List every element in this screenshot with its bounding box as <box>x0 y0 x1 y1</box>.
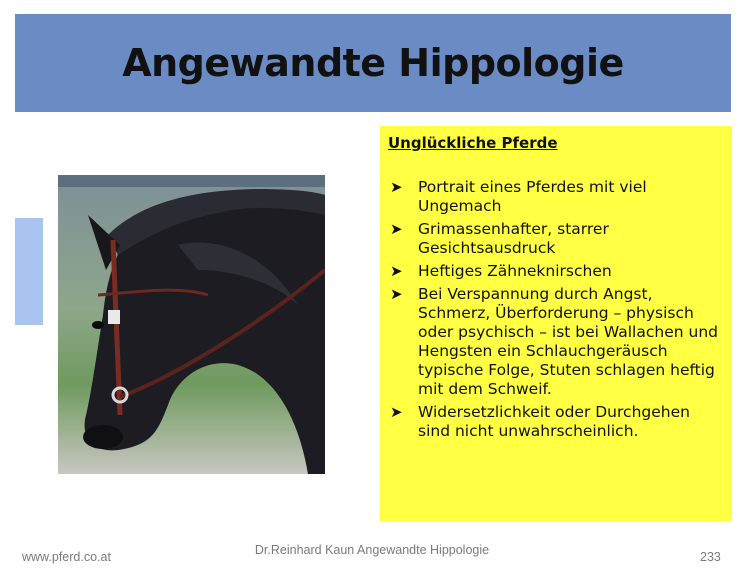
list-item: ➤ Heftiges Zähneknirschen <box>390 262 612 280</box>
horse-head-photo <box>58 175 325 474</box>
arrowhead-bullet-icon: ➤ <box>390 178 403 196</box>
side-accent-bar <box>15 218 43 325</box>
title-bar <box>15 14 731 112</box>
box-heading: Unglückliche Pferde <box>388 134 558 152</box>
footer-author: Dr.Reinhard Kaun Angewandte Hippologie <box>254 543 490 557</box>
slide-title: Angewandte Hippologie <box>122 41 624 85</box>
page-number: 233 <box>700 550 721 564</box>
list-item: ➤ Grimassenhafter, starrer Gesichtsausdruck <box>390 220 609 257</box>
horse-head-illustration <box>58 175 325 474</box>
arrowhead-bullet-icon: ➤ <box>390 220 403 238</box>
footer-url: www.pferd.co.at <box>22 550 111 564</box>
arrowhead-bullet-icon: ➤ <box>390 262 403 280</box>
arrowhead-bullet-icon: ➤ <box>390 403 403 421</box>
arrowhead-bullet-icon: ➤ <box>390 285 403 303</box>
bullet-list <box>388 178 724 441</box>
list-item: ➤ Widersetzlichkeit oder Durchgehen sind nicht unwahrscheinlich. <box>390 403 690 440</box>
text-box <box>380 126 732 521</box>
list-item: ➤ Bei Verspannung durch Angst, Schmerz, Überforderung – physisch oder psychisch – ist bei Wallachen und Hengsten ein Schlauchgeräusch typische Folge, Stuten schlagen heftig mit dem Schweif. <box>390 285 718 398</box>
list-item: ➤ Portrait eines Pferdes mit viel Ungemach <box>390 178 647 215</box>
